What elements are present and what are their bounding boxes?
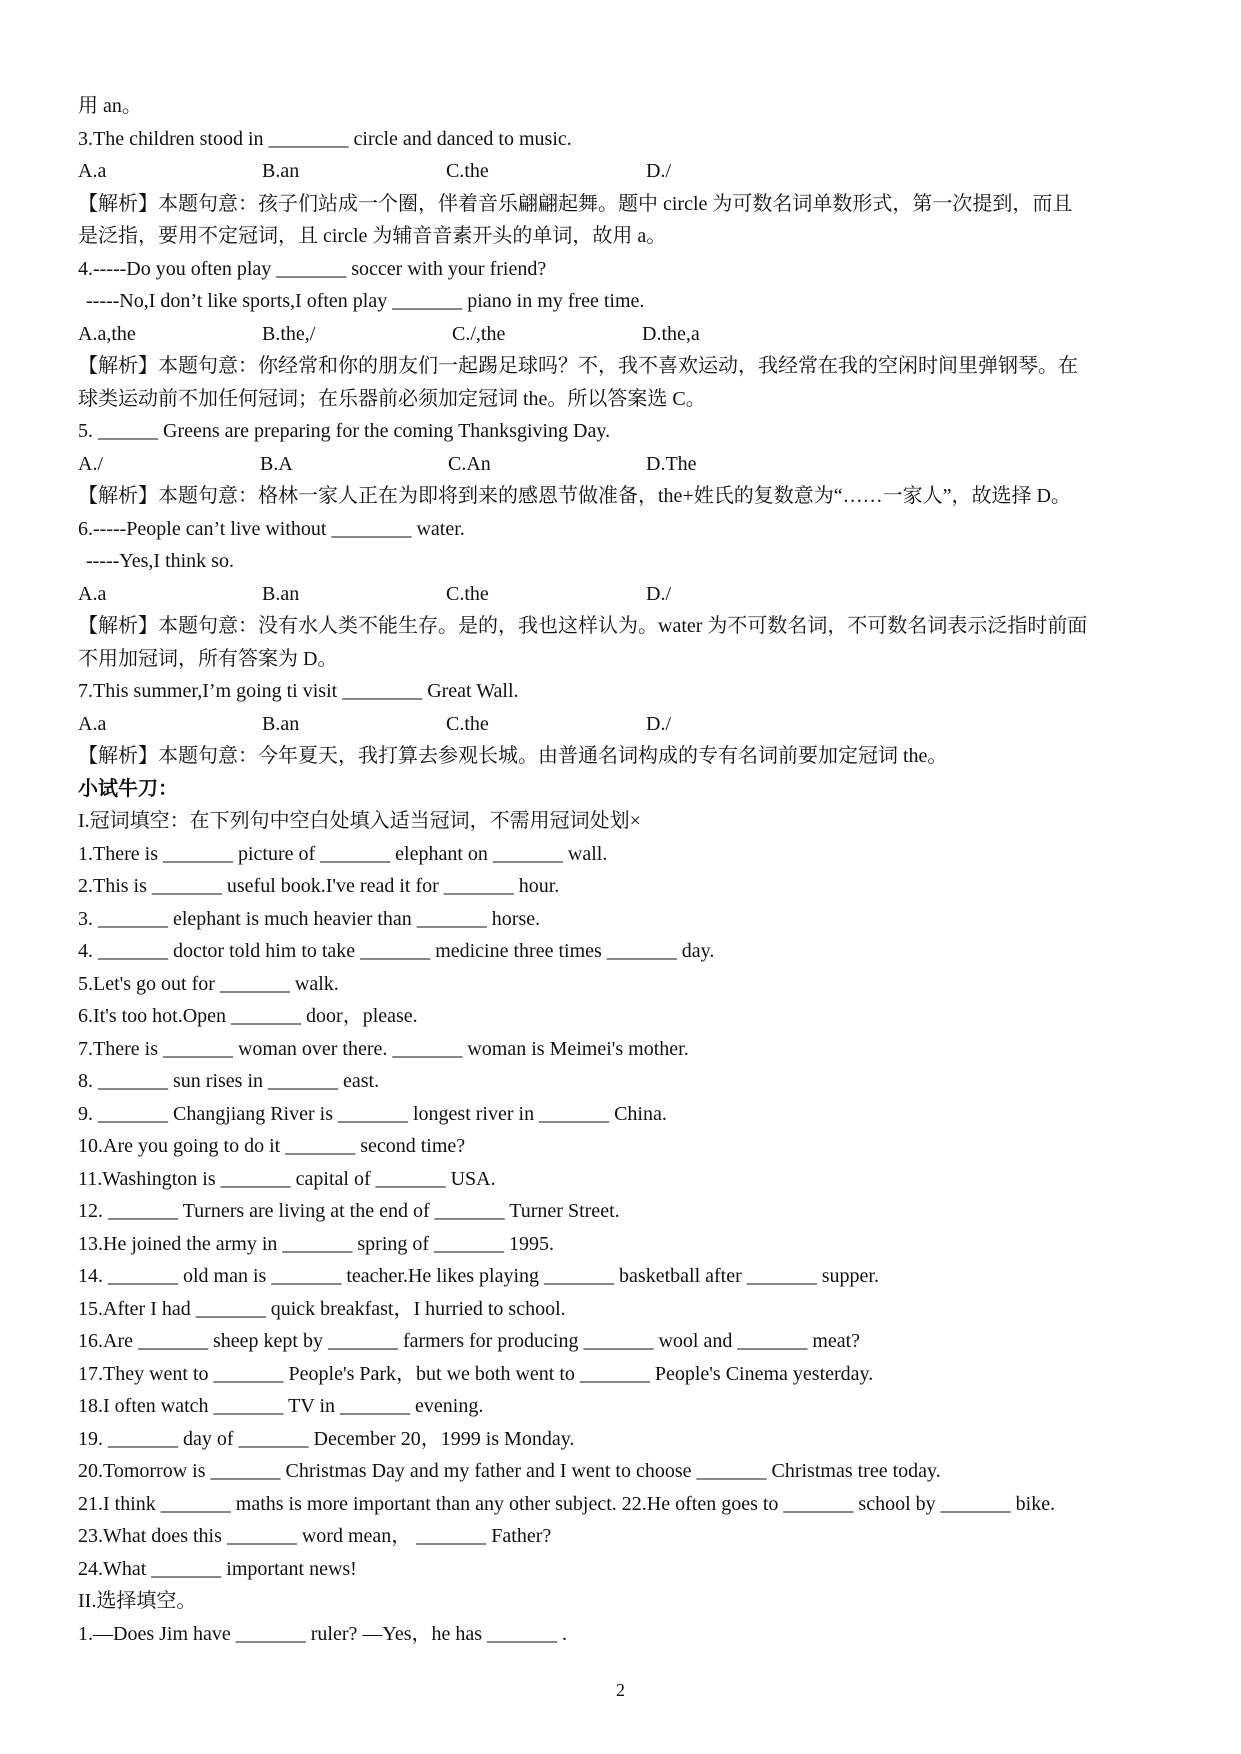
practice-item: 13.He joined the army in _______ spring of _______ 1995. — [78, 1232, 555, 1255]
option-d: D./ — [646, 582, 671, 605]
option-d: D.The — [646, 452, 697, 475]
question-7-stem: 7.This summer,I’m going ti visit ________ Great Wall. — [78, 680, 519, 702]
practice-item: 10.Are you going to do it _______ second time? — [78, 1135, 466, 1157]
option-b: B.an — [262, 582, 300, 605]
practice-item: 23.What does this _______ word mean， _______ Father? — [78, 1525, 552, 1547]
option-d: D./ — [646, 160, 671, 182]
practice-part1-title: I.冠词填空：在下列句中空白处填入适当冠词，不需用冠词处划× — [78, 810, 641, 832]
practice-part2-title: II.选择填空。 — [78, 1590, 197, 1612]
practice-item: 9. _______ Changjiang River is _______ longest river in _______ China. — [78, 1102, 667, 1125]
q2-tail: 用 an。 — [78, 95, 142, 117]
option-b: B.the,/ — [262, 322, 316, 345]
question-5-stem: 5. ______ Greens are preparing for the coming Thanksgiving Day. — [78, 420, 611, 442]
question-5-options — [78, 448, 1178, 481]
option-b: B.an — [262, 160, 300, 182]
option-c: C.the — [446, 582, 489, 605]
question-6-analysis-2: 不用加冠词，所有答案为 D。 — [78, 647, 338, 670]
question-4-stem-2: -----No,I don’t like sports,I often play _______ piano in my free time. — [86, 290, 645, 312]
option-a: A.a,the — [78, 322, 136, 345]
option-a: A.a — [78, 712, 107, 735]
practice-item: 4. _______ doctor told him to take _______ medicine three times _______ day. — [78, 940, 715, 962]
practice-item: 14. _______ old man is _______ teacher.He likes playing _______ basketball after _______ supper. — [78, 1265, 879, 1287]
practice-item: 6.It's too hot.Open _______ door，please. — [78, 1005, 418, 1027]
option-a: A.a — [78, 160, 107, 182]
option-b: B.A — [260, 452, 293, 475]
option-b: B.an — [262, 712, 300, 735]
question-4-analysis-1: 【解析】本题句意：你经常和你的朋友们一起踢足球吗？不，我不喜欢运动，我经常在我的空闲时间里弹钢琴。在 — [78, 355, 1078, 377]
option-c: C.An — [448, 452, 491, 475]
question-4-analysis-2: 球类运动前不加任何冠词；在乐器前必须加定冠词 the。所以答案选 C。 — [78, 387, 706, 410]
practice-item: 8. _______ sun rises in _______ east. — [78, 1070, 380, 1092]
question-5-analysis-1: 【解析】本题句意：格林一家人正在为即将到来的感恩节做准备，the+姓氏的复数意为“……一家人”，故选择 D。 — [78, 485, 1071, 507]
question-6-options — [78, 578, 1178, 611]
practice-item: 5.Let's go out for _______ walk. — [78, 972, 339, 995]
practice-item: 11.Washington is _______ capital of _______ USA. — [78, 1167, 496, 1190]
question-6-analysis-1: 【解析】本题句意：没有水人类不能生存。是的，我也这样认为。water 为不可数名词，不可数名词表示泛指时前面 — [78, 615, 1088, 637]
option-a: A./ — [78, 452, 103, 475]
question-4-options — [78, 318, 1178, 351]
page-content — [78, 90, 1178, 1650]
question-4-stem-1: 4.-----Do you often play _______ soccer with your friend? — [78, 257, 547, 280]
option-d: D.the,a — [642, 322, 700, 345]
practice-item: 2.This is _______ useful book.I've read it for _______ hour. — [78, 875, 560, 897]
option-a: A.a — [78, 582, 107, 605]
practice-item: 20.Tomorrow is _______ Christmas Day and my father and I went to choose _______ Christmas tree today. — [78, 1460, 941, 1482]
option-d: D./ — [646, 712, 671, 735]
practice-item: 21.I think _______ maths is more important than any other subject. 22.He often goes to _______ school by _______ bike. — [78, 1492, 1056, 1515]
option-c: C.the — [446, 712, 489, 735]
practice-item: 12. _______ Turners are living at the end of _______ Turner Street. — [78, 1200, 620, 1222]
option-c: C./,the — [452, 322, 506, 345]
practice-item: 3. _______ elephant is much heavier than _______ horse. — [78, 907, 541, 930]
practice-item: 18.I often watch _______ TV in _______ evening. — [78, 1395, 484, 1417]
practice-item: 7.There is _______ woman over there. _______ woman is Meimei's mother. — [78, 1037, 689, 1060]
practice-item: 24.What _______ important news! — [78, 1557, 357, 1580]
practice-item: 16.Are _______ sheep kept by _______ farmers for producing _______ wool and _______ meat? — [78, 1330, 861, 1352]
practice-item: 15.After I had _______ quick breakfast，I hurried to school. — [78, 1297, 566, 1320]
question-3-analysis-1: 【解析】本题句意：孩子们站成一个圈，伴着音乐翩翩起舞。题中 circle 为可数名词单数形式，第一次提到，而且 — [78, 192, 1073, 215]
page-number: 2 — [616, 1680, 625, 1700]
question-3-stem: 3.The children stood in ________ circle and danced to music. — [78, 127, 572, 150]
question-7-options — [78, 708, 1178, 741]
practice-heading: 小试牛刀： — [78, 777, 178, 800]
option-c: C.the — [446, 160, 489, 182]
question-6-stem-2: -----Yes,I think so. — [86, 550, 234, 572]
question-6-stem-1: 6.-----People can’t live without ________ water. — [78, 517, 465, 540]
question-3-options — [78, 155, 1178, 188]
practice-item: 19. _______ day of _______ December 20，1999 is Monday. — [78, 1427, 575, 1450]
practice-item: 17.They went to _______ People's Park，but we both went to _______ People's Cinema yesterday. — [78, 1362, 874, 1385]
question-7-analysis-1: 【解析】本题句意：今年夏天，我打算去参观长城。由普通名词构成的专有名词前要加定冠词 the。 — [78, 745, 948, 767]
practice-item: 1.There is _______ picture of _______ elephant on _______ wall. — [78, 842, 608, 865]
question-3-analysis-2: 是泛指，要用不定冠词，且 circle 为辅音音素开头的单词，故用 a。 — [78, 225, 667, 247]
practice-part2-item: 1.—Does Jim have _______ ruler? —Yes，he has _______ . — [78, 1622, 568, 1645]
